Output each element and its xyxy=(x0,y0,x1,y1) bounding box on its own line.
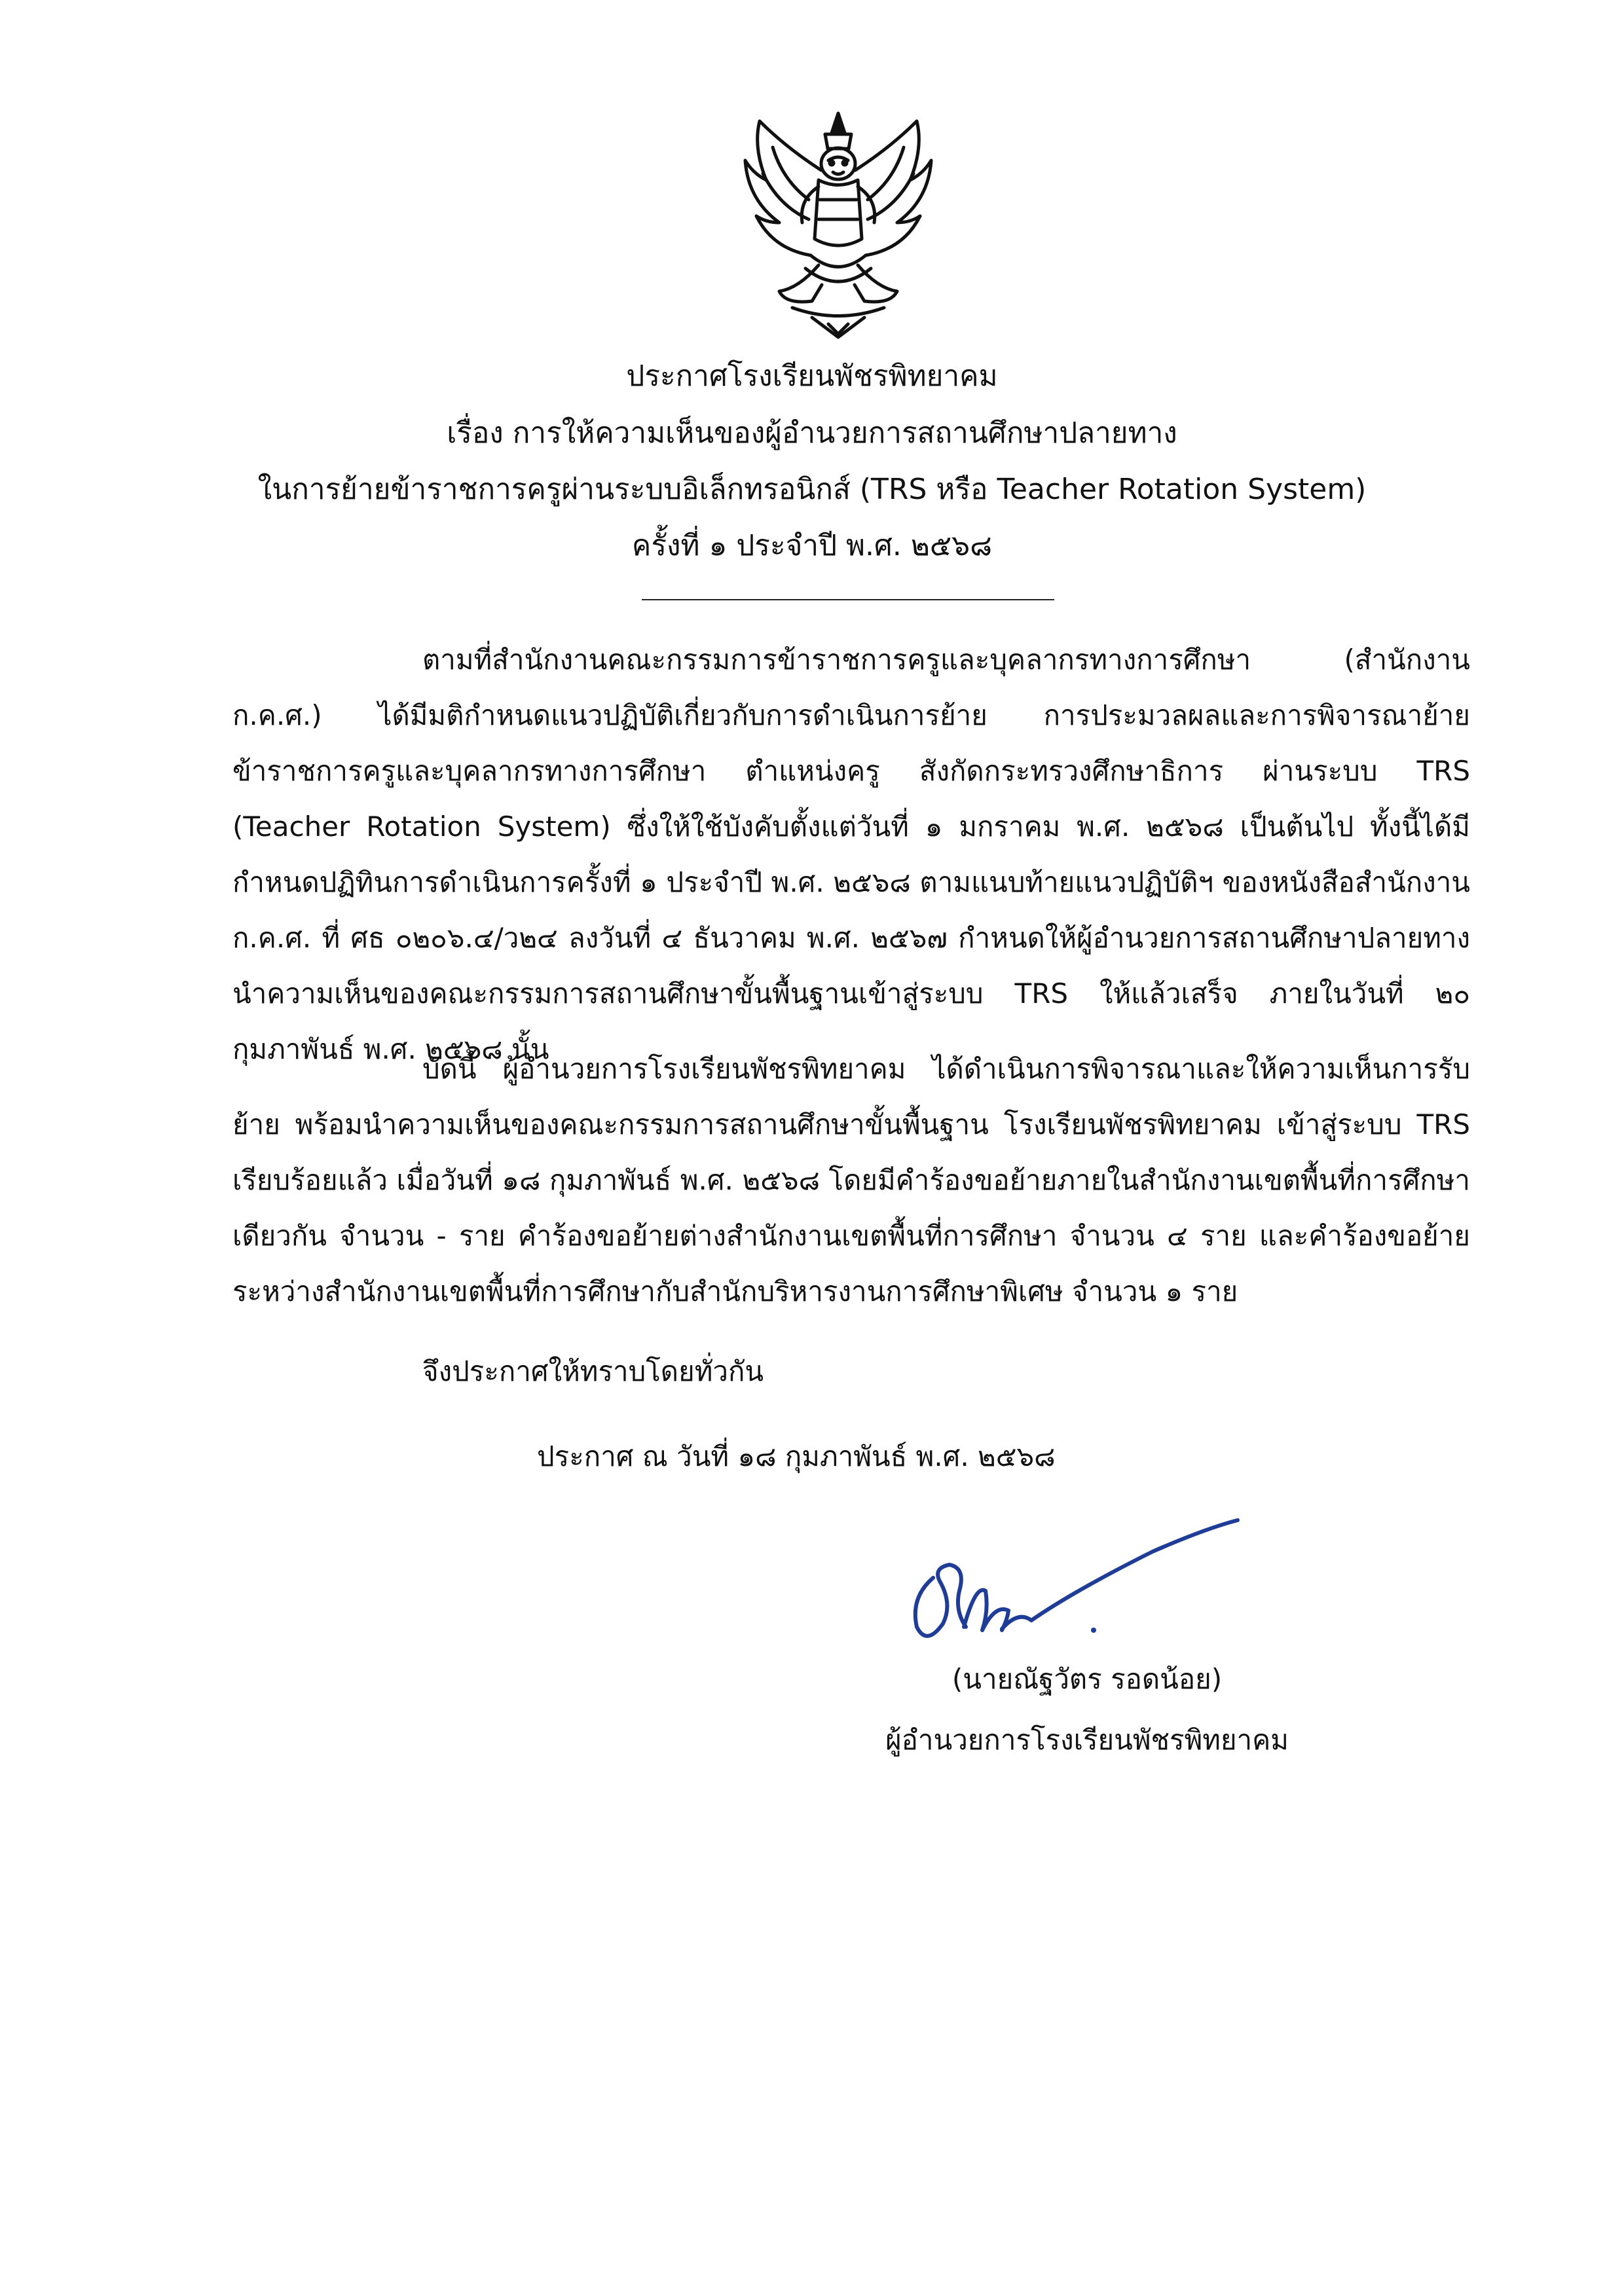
subject-line-2: ในการย้ายข้าราชการครูผ่านระบบอิเล็กทรอนิกส์ (TRS หรือ Teacher Rotation System) xyxy=(257,473,1367,506)
handwritten-signature-icon xyxy=(904,1506,1244,1656)
garuda-emblem-icon xyxy=(733,108,943,344)
body-paragraph-1: ตามที่สำนักงานคณะกรรมการข้าราชการครูและบุคลากรทางการศึกษา (สำนักงาน ก.ค.ศ.) ได้มีมติกำหนดแนวปฏิบัติเกี่ยวกับการดำเนินการย้าย การประมวลผลและการพิจารณาย้ายข้าราชการครูและบุคลากรทางการศึกษา ตำแหน่งครู สังกัดกระทรวงศึกษาธิการ ผ่านระบบ TRS (Teacher Rotation System) ซึ่งให้ใช้บังคับตั้งแต่วันที่ ๑ มกราคม พ.ศ. ๒๕๖๘ เป็นต้นไป ทั้งนี้ได้มีกำหนดปฏิทินการดำเนินการครั้งที่ ๑ ประจำปี พ.ศ. ๒๕๖๘ ตามแนบท้ายแนวปฏิบัติฯ ของหนังสือสำนักงาน ก.ค.ศ. ที่ ศธ ๐๒๐๖.๔/ว๒๔ ลงวันที่ ๔ ธันวาคม พ.ศ. ๒๕๖๗ กำหนดให้ผู้อำนวยการสถานศึกษาปลายทาง นำความเห็นของคณะกรรมการสถานศึกษาขั้นพื้นฐานเข้าสู่ระบบ TRS ให้แล้วเสร็จ ภายในวันที่ ๒๐ กุมภาพันธ์ พ.ศ. ๒๕๖๘ นั้น xyxy=(232,644,1470,1065)
subject-line: เรื่อง การให้ความเห็นของผู้อำนวยการสถานศึกษาปลายทาง xyxy=(447,416,1177,450)
closing-statement: จึงประกาศให้ทราบโดยทั่วกัน xyxy=(422,1355,764,1387)
announcement-date: ประกาศ ณ วันที่ ๑๘ กุมภาพันธ์ พ.ศ. ๒๕๖๘ xyxy=(537,1440,1056,1472)
title-divider xyxy=(642,599,1054,600)
body-paragraph-2: บัดนี้ ผู้อำนวยการโรงเรียนพัชรพิทยาคม ได้ดำเนินการพิจารณาและให้ความเห็นการรับย้าย พร้อมนำความเห็นของคณะกรรมการสถานศึกษาขั้นพื้นฐาน โรงเรียนพัชรพิทยาคม เข้าสู่ระบบ TRS เรียบร้อยแล้ว เมื่อวันที่ ๑๘ กุมภาพันธ์ พ.ศ. ๒๕๖๘ โดยมีคำร้องขอย้ายภายในสำนักงานเขตพื้นที่การศึกษาเดียวกัน จำนวน - ราย คำร้องขอย้ายต่างสำนักงานเขตพื้นที่การศึกษา จำนวน ๔ ราย และคำร้องขอย้ายระหว่างสำนักงานเขตพื้นที่การศึกษากับสำนักบริหารงานการศึกษาพิเศษ จำนวน ๑ ราย xyxy=(232,1053,1470,1307)
round-line: ครั้งที่ ๑ ประจำปี พ.ศ. ๒๕๖๘ xyxy=(631,529,993,562)
signatory-position: ผู้อำนวยการโรงเรียนพัชรพิทยาคม xyxy=(885,1724,1289,1756)
announcement-title: ประกาศโรงเรียนพัชรพิทยาคม xyxy=(626,359,998,393)
signatory-name: (นายณัฐวัตร รอดน้อย) xyxy=(951,1663,1223,1695)
